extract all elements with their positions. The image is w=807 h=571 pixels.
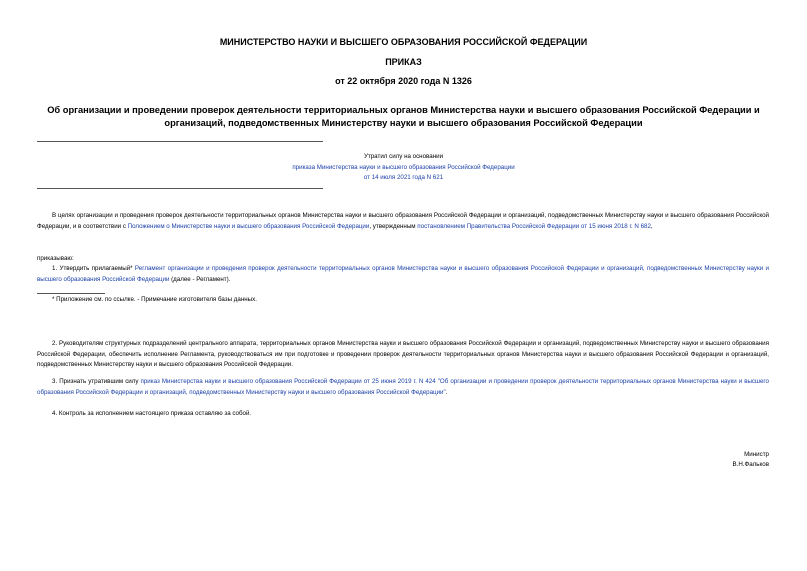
doc-type-heading: ПРИКАЗ (385, 57, 422, 67)
regulation-link[interactable]: Положением о Министерстве науки и высшего образования Российской Федерации (127, 222, 370, 230)
intro-text-3: , (650, 222, 653, 230)
order-word: приказываю: (37, 255, 74, 262)
notice-line-1: Утратил силу на основании (363, 153, 444, 160)
document-title: Об организации и проведении проверок деятельности территориальных органов Министерства науки и высшего образования Российской Федерации и организаций, подведомственных Министерству науки и высшего образования Российской Федерации (47, 105, 760, 128)
reglament-link[interactable]: Регламент организации и проведения проверок деятельности территориальных органов Министерства науки и высшего образования Российской Федерации и организаций, подведомственных Министерству науки и высшего образования Российской Федерации (37, 265, 769, 283)
signature-name: В.Н.Фальков (732, 461, 769, 468)
decree-link[interactable]: постановлением Правительства Российской Федерации от 15 июня 2018 г. N 682 (417, 222, 651, 230)
item-3 (37, 377, 769, 398)
footnote-rule (37, 293, 105, 294)
item-1-text-1: 1. Утвердить прилагаемый* (52, 265, 135, 272)
item-3-text-1: 3. Признать утратившим силу (52, 378, 141, 385)
notice-top-rule (37, 141, 323, 142)
status-notice (0, 152, 807, 184)
notice-link[interactable]: приказа Министерства науки и высшего образования Российской Федерации (292, 163, 515, 171)
item-2: 2. Руководителям структурных подразделений центрального аппарата, территориальных органов Министерства науки и высшего образования Российской Федерации и организаций, подведомственных Министерству науки и высшего образования Российской Федерации, обеспечить исполнение Регламента, руководствоваться им при подготовке и проведении проверок деятельности территориальных органов Министерства науки и высшего образования Российской Федерации и организаций, подведомственных Министерству науки и высшего образования Российской Федерации. (37, 340, 769, 369)
signature-position: Министр (744, 451, 769, 458)
footnote: * Приложение см. по ссылке. - Примечание изготовителя базы данных. (52, 296, 257, 303)
intro-text-1: В целях организации и проведения проверок деятельности территориальных органов Министерства науки и высшего образования Российской Федерации и организаций, подведомственных Министерству науки и высшего образования Российской Федерации, и в соответствии с (37, 212, 769, 230)
item-1 (37, 264, 769, 285)
item-3-text-2: . (445, 388, 448, 396)
notice-bottom-rule (37, 188, 323, 189)
date-number-heading: от 22 октября 2020 года N 1326 (335, 76, 472, 86)
item-1-text-2: (далее - Регламент). (169, 275, 231, 283)
notice-link-date[interactable]: от 14 июля 2021 года N 621 (363, 174, 444, 182)
ministry-heading: МИНИСТЕРСТВО НАУКИ И ВЫСШЕГО ОБРАЗОВАНИЯ РОССИЙСКОЙ ФЕДЕРАЦИИ (219, 37, 588, 47)
repealed-order-link[interactable]: приказ Министерства науки и высшего образования Российской Федерации от 25 июня 2019 г. N 424 "Об организации и проведении проверок деятельности территориальных органов Министерства науки и высшего образования Российской Федерации и организаций, подведомственных Министерству науки и высшего образования Российской Федерации" (37, 378, 769, 396)
item-4: 4. Контроль за исполнением настоящего приказа оставляю за собой. (52, 410, 252, 417)
intro-text-2: , утвержденным (369, 222, 418, 230)
intro-paragraph (37, 211, 769, 232)
